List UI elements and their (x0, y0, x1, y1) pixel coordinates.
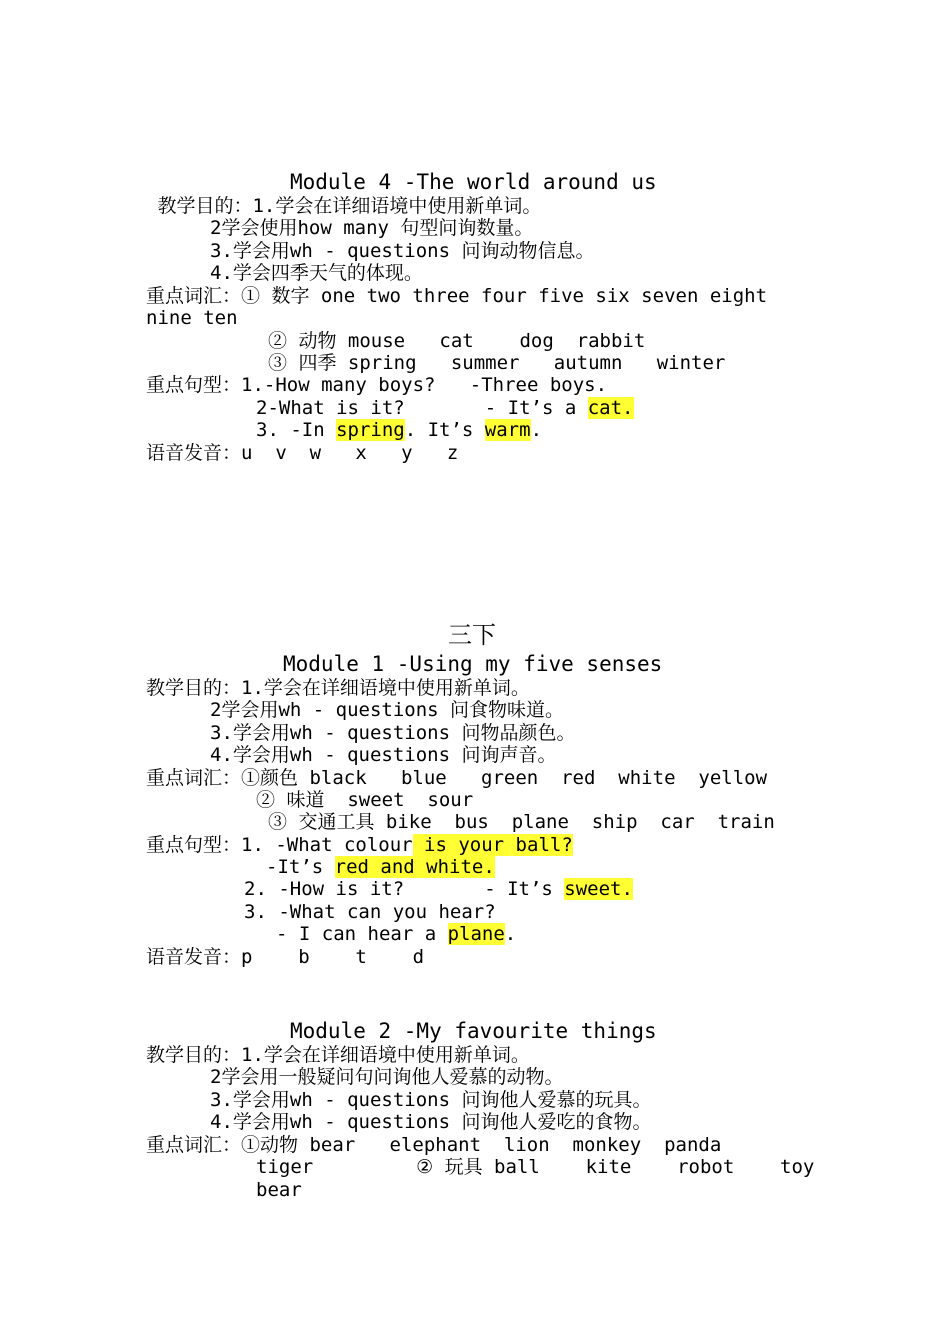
vocab-label: 重点词汇： (146, 285, 242, 307)
vocab-item: ② 动物 mouse cat dog rabbit (268, 330, 646, 352)
sentence-row-1b (266, 856, 495, 878)
highlighted-word: spring (336, 419, 405, 441)
goal-item: 4.学会四季天气的体现。 (210, 262, 423, 284)
highlighted-word: warm (484, 419, 531, 441)
goal-item: 4.学会用wh - questions 问询他人爱吃的食物。 (210, 1111, 652, 1133)
goal-item: 2学会使用how many 句型问询数量。 (210, 217, 534, 239)
goal-item: 2学会用一般疑问句问询他人爱慕的动物。 (210, 1066, 564, 1088)
goal-item: 1.学会在详细语境中使用新单词。 (241, 1044, 530, 1066)
highlighted-word: sweet. (564, 878, 633, 900)
sentence-row-1 (146, 834, 573, 856)
sentence-text: . (504, 923, 517, 945)
sentence-text: 2-What is it? - It’s a (256, 397, 588, 419)
sentence-text: - I can hear a (276, 923, 448, 945)
phonics-letters: u v w x y z (241, 442, 459, 464)
sentence-text: . (530, 419, 543, 441)
vocab-row-1 (146, 767, 767, 789)
phonics-row (146, 946, 424, 968)
sentence-text: 1. -What colour (241, 834, 413, 856)
highlighted-word: is your ball? (412, 834, 573, 856)
sentence-label: 重点句型： (146, 374, 242, 396)
sentence-label: 重点句型： (146, 834, 242, 856)
phonics-letters: p b t d (241, 946, 425, 968)
phonics-label: 语音发音： (146, 946, 242, 968)
sentence-text: 3. -In (256, 419, 337, 441)
module2-title: Module 2 -My favourite things (290, 1019, 657, 1043)
sentence-row-1 (146, 374, 607, 396)
highlighted-word: plane (447, 923, 505, 945)
goal-item: 3.学会用wh - questions 问询动物信息。 (210, 240, 595, 262)
vocab-item: ② 味道 sweet sour (256, 789, 474, 811)
goal-item: 4.学会用wh - questions 问询声音。 (210, 744, 557, 766)
goal-label: 教学目的： (146, 195, 253, 217)
goal-item: 3.学会用wh - questions 问询他人爱慕的玩具。 (210, 1089, 652, 1111)
grade-heading: 三下 (448, 621, 496, 649)
vocab-item: ①颜色 black blue green red white yellow (241, 767, 768, 789)
sentence-text: . It’s (404, 419, 485, 441)
sentence-text: 2. -How is it? - It’s (244, 878, 565, 900)
module1-title: Module 1 -Using my five senses (283, 652, 663, 676)
sentence-row-3b (276, 923, 516, 945)
vocab-row-1 (146, 1134, 721, 1156)
goal-item: 3.学会用wh - questions 问物品颜色。 (210, 722, 576, 744)
vocab-item: ③ 四季 spring summer autumn winter (268, 352, 726, 374)
phonics-row (146, 442, 458, 464)
vocab-item: ①动物 bear elephant lion monkey panda (241, 1134, 722, 1156)
goal-label: 教学目的： (146, 1044, 242, 1066)
highlighted-word: cat. (587, 397, 634, 419)
vocab-label: 重点词汇： (146, 767, 242, 789)
goal-item: 1.学会在详细语境中使用新单词。 (252, 195, 542, 217)
vocab-item: tiger ② 玩具 ball kite robot toy (256, 1156, 815, 1178)
vocab-item: nine ten (146, 307, 238, 329)
vocab-row-1 (146, 285, 767, 307)
vocab-label: 重点词汇： (146, 1134, 242, 1156)
sentence-item: 1.-How many boys? -Three boys. (241, 374, 608, 396)
sentence-text: -It’s (266, 856, 335, 878)
goal-item: 1.学会在详细语境中使用新单词。 (241, 677, 530, 699)
vocab-item: ① 数字 one two three four five six seven eight (241, 285, 768, 307)
goal-label: 教学目的： (146, 677, 242, 699)
goal-item: 2学会用wh - questions 问食物味道。 (210, 699, 565, 721)
sentence-row-3 (256, 419, 542, 441)
sentence-row-2 (244, 878, 633, 900)
goal-row-1 (146, 677, 530, 699)
goal-row-1 (146, 195, 541, 217)
sentence-row-3: 3. -What can you hear? (244, 901, 496, 923)
highlighted-word: red and white. (334, 856, 495, 878)
module4-title: Module 4 -The world around us (290, 170, 657, 194)
goal-row-1 (146, 1044, 530, 1066)
vocab-item: bear (256, 1179, 302, 1201)
phonics-label: 语音发音： (146, 442, 242, 464)
vocab-item: ③ 交通工具 bike bus plane ship car train (268, 811, 775, 833)
sentence-row-2 (256, 397, 634, 419)
